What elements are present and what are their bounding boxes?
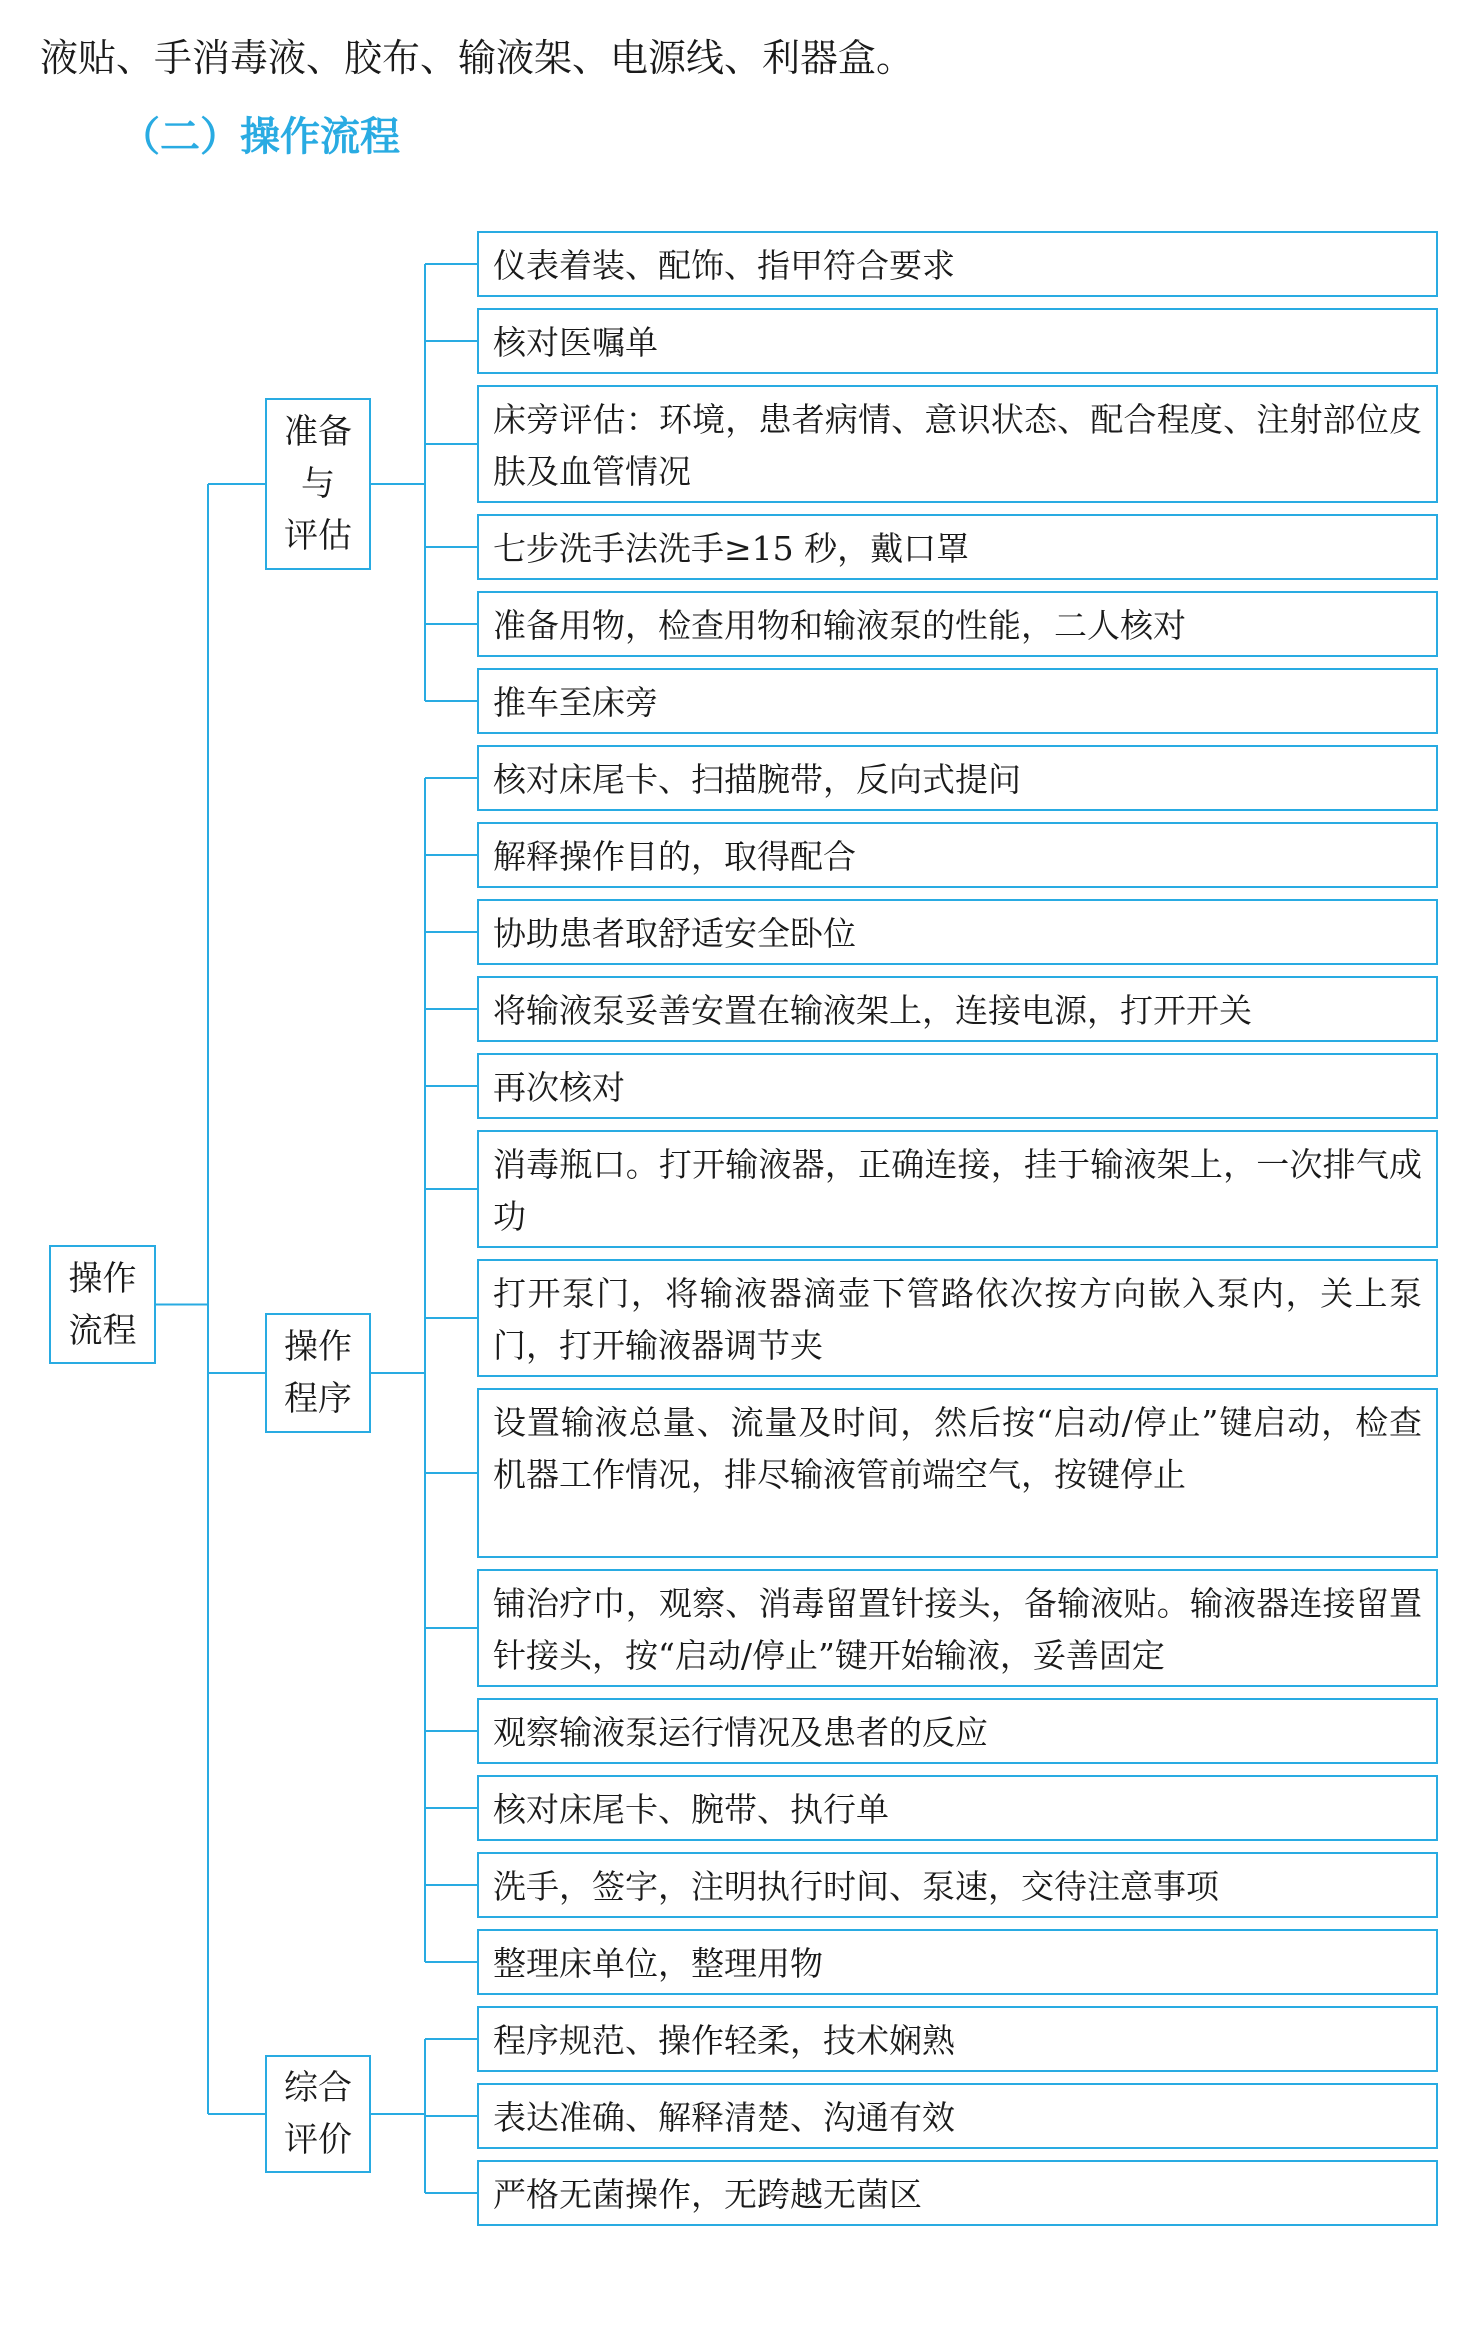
step-text: 核对床尾卡、腕带、执行单 bbox=[493, 1790, 889, 1829]
step-box bbox=[477, 1852, 1438, 1918]
step-box bbox=[477, 591, 1438, 657]
step-text: 严格无菌操作，无跨越无菌区 bbox=[493, 2175, 922, 2214]
step-box bbox=[477, 1569, 1438, 1687]
step-box bbox=[477, 1698, 1438, 1764]
step-box bbox=[477, 231, 1438, 297]
root-node bbox=[49, 1245, 156, 1364]
step-text: 准备用物，检查用物和输液泵的性能，二人核对 bbox=[493, 606, 1186, 645]
group-label: 准备 与 评估 bbox=[284, 412, 352, 556]
step-text: 核对医嘱单 bbox=[493, 323, 658, 362]
step-box bbox=[477, 514, 1438, 580]
step-box bbox=[477, 308, 1438, 374]
step-text: 推车至床旁 bbox=[493, 683, 658, 722]
step-text: 整理床单位，整理用物 bbox=[493, 1944, 823, 1983]
step-text: 消毒瓶口。打开输液器，正确连接，挂于输液架上，一次排气成功 bbox=[493, 1145, 1422, 1236]
group-label: 综合 评价 bbox=[284, 2068, 352, 2160]
step-text: 床旁评估：环境，患者病情、意识状态、配合程度、注射部位皮肤及血管情况 bbox=[493, 400, 1422, 491]
step-text: 协助患者取舒适安全卧位 bbox=[493, 914, 856, 953]
root-node-label: 操作 流程 bbox=[68, 1258, 137, 1351]
step-box bbox=[477, 385, 1438, 503]
step-box bbox=[477, 899, 1438, 965]
step-text: 七步洗手法洗手≥15 秒，戴口罩 bbox=[493, 529, 970, 568]
step-text: 打开泵门，将输液器滴壶下管路依次按方向嵌入泵内，关上泵门，打开输液器调节夹 bbox=[493, 1274, 1422, 1365]
group-node-procedure bbox=[265, 1313, 371, 1433]
step-text: 核对床尾卡、扫描腕带，反向式提问 bbox=[493, 760, 1021, 799]
step-box bbox=[477, 1775, 1438, 1841]
step-text: 观察输液泵运行情况及患者的反应 bbox=[493, 1713, 988, 1752]
step-box bbox=[477, 745, 1438, 811]
step-box bbox=[477, 1130, 1438, 1248]
step-box bbox=[477, 1929, 1438, 1995]
step-box bbox=[477, 2160, 1438, 2226]
intro-text-line: 液贴、手消毒液、胶布、输液架、电源线、利器盒。 bbox=[40, 36, 915, 80]
group-node-preparation bbox=[265, 398, 371, 570]
step-text: 解释操作目的，取得配合 bbox=[493, 837, 856, 876]
step-box bbox=[477, 822, 1438, 888]
group-node-evaluation bbox=[265, 2055, 371, 2173]
step-box bbox=[477, 2006, 1438, 2072]
step-text: 洗手，签字，注明执行时间、泵速，交待注意事项 bbox=[493, 1867, 1219, 1906]
step-box bbox=[477, 1053, 1438, 1119]
step-text: 铺治疗巾，观察、消毒留置针接头，备输液贴。输液器连接留置针接头，按“启动/停止”键开始输液，妥善固定 bbox=[493, 1584, 1422, 1675]
step-text: 程序规范、操作轻柔，技术娴熟 bbox=[493, 2021, 955, 2060]
step-box bbox=[477, 668, 1438, 734]
group-label: 操作 程序 bbox=[284, 1327, 352, 1419]
step-text: 表达准确、解释清楚、沟通有效 bbox=[493, 2098, 955, 2137]
step-box bbox=[477, 1259, 1438, 1377]
step-text: 仪表着装、配饰、指甲符合要求 bbox=[493, 246, 955, 285]
step-box bbox=[477, 976, 1438, 1042]
section-title: （二）操作流程 bbox=[120, 114, 400, 160]
step-text: 再次核对 bbox=[493, 1068, 625, 1107]
step-box bbox=[477, 2083, 1438, 2149]
step-text: 将输液泵妥善安置在输液架上，连接电源，打开开关 bbox=[493, 991, 1252, 1030]
step-text: 设置输液总量、流量及时间，然后按“启动/停止”键启动，检查机器工作情况，排尽输液管前端空气，按键停止 bbox=[493, 1403, 1422, 1494]
step-box bbox=[477, 1388, 1438, 1558]
